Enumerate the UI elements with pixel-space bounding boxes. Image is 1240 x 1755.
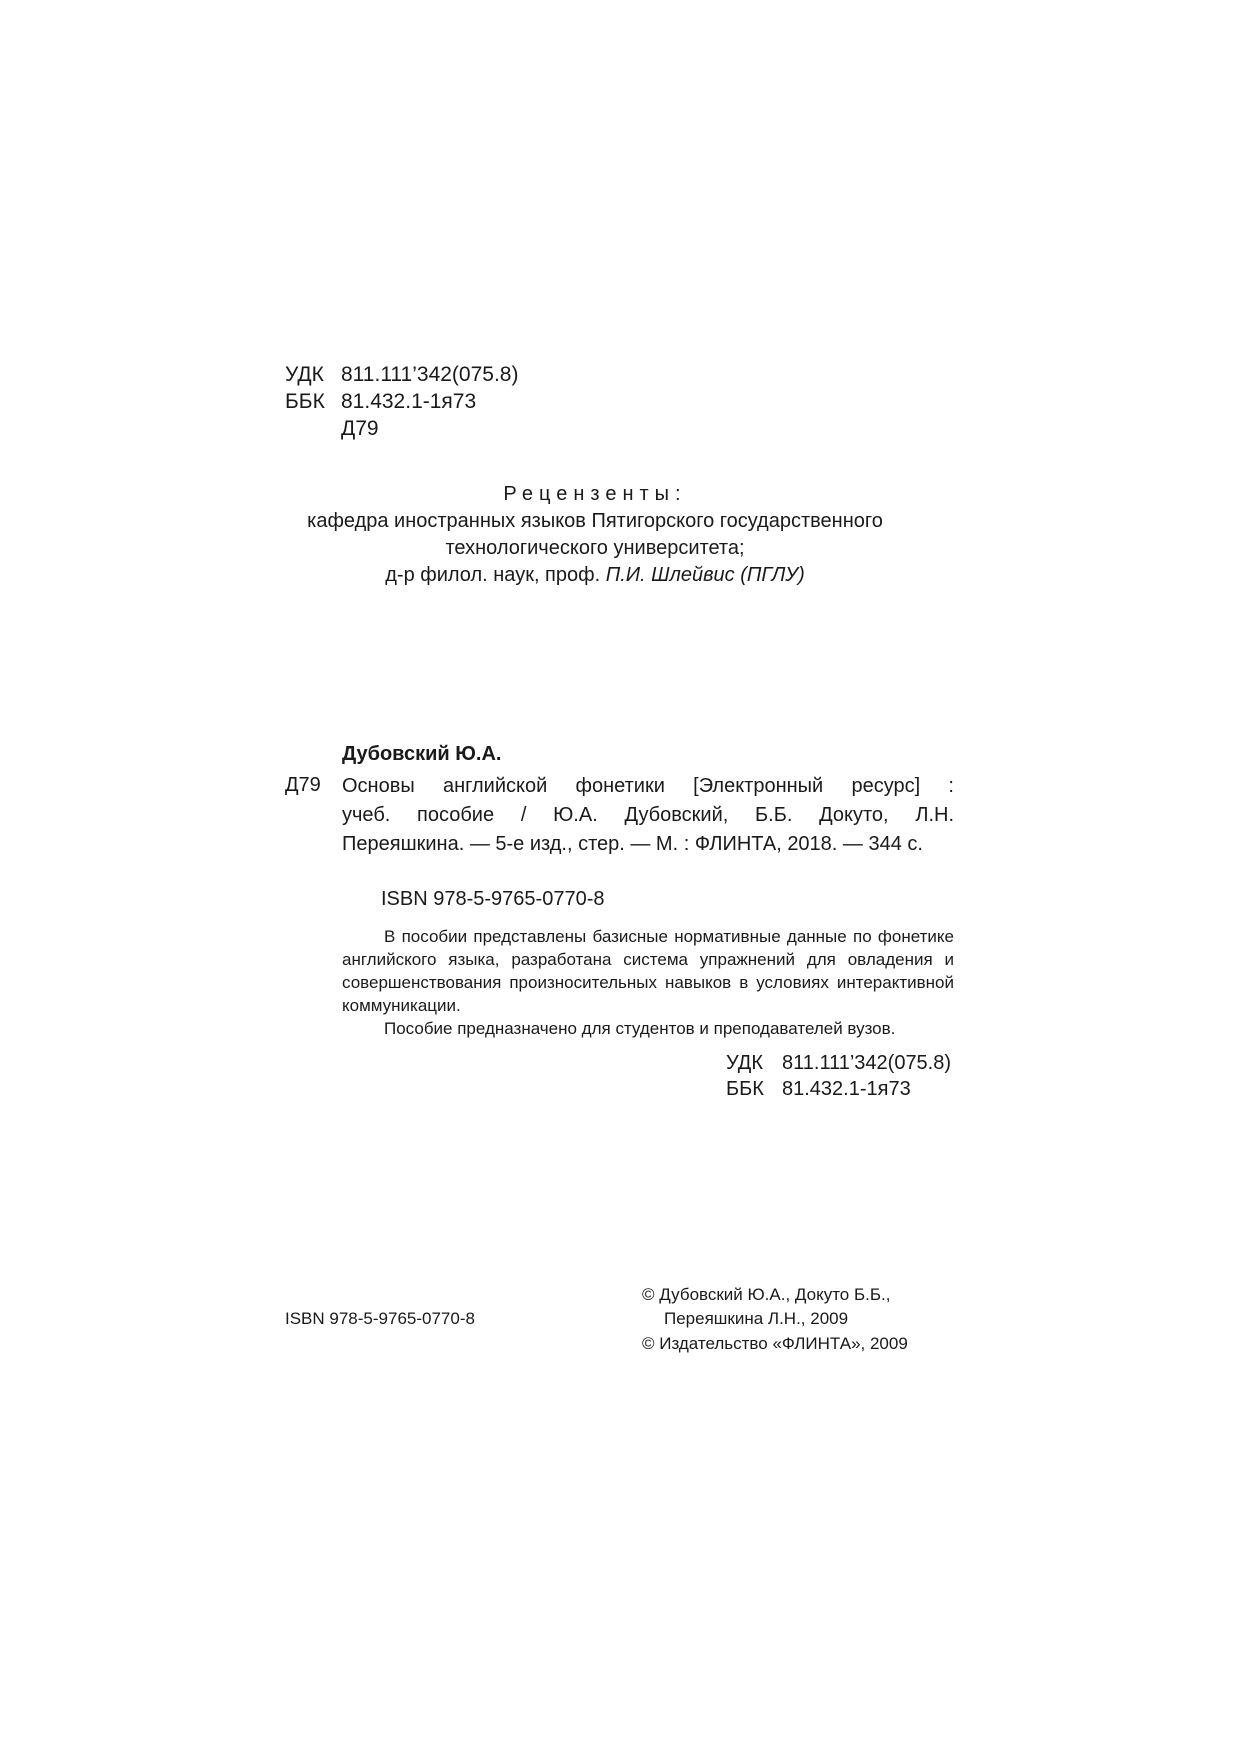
- bottom-udk-label: УДК: [726, 1052, 764, 1074]
- annotation-paragraph-1: В пособии представлены базисные нормативные данные по фонетике английского языка, разработана система упражнений для овладения и совершенствования произносительных навыков в условиях интерактивной коммуникации.: [342, 927, 954, 1015]
- reviewers-line-1: кафедра иностранных языков Пятигорского государственного: [307, 510, 883, 532]
- top-udk-label: УДК: [285, 363, 324, 386]
- bib-line-3: Переяшкина. — 5-е изд., стер. — М. : ФЛИНТА, 2018. — 344 с.: [342, 833, 923, 855]
- reviewers-block: [290, 481, 900, 589]
- reviewers-line-2: технологического университета;: [445, 537, 745, 559]
- reviewers-line-3: [290, 562, 900, 589]
- copyright-authors-line-1: © Дубовский Ю.А., Докуто Б.Б.,: [642, 1285, 891, 1304]
- reviewers-heading: Рецензенты:: [503, 483, 687, 505]
- bottom-bbk-value: 81.432.1-1я73: [782, 1078, 911, 1100]
- copyright-publisher: © Издательство «ФЛИНТА», 2009: [642, 1334, 908, 1353]
- bib-line-2: учеб. пособие / Ю.А. Дубовский, Б.Б. Докуто, Л.Н.: [342, 804, 954, 826]
- bib-author-mark: Д79: [285, 774, 321, 796]
- reviewers-name: П.И. Шлейвис (ПГЛУ): [605, 564, 805, 586]
- bottom-bbk-label: ББК: [726, 1078, 764, 1100]
- book-author: Дубовский Ю.А.: [342, 743, 502, 765]
- top-bbk-label: ББК: [285, 390, 325, 413]
- top-author-mark: Д79: [341, 417, 379, 440]
- annotation-paragraph-2: Пособие предназначено для студентов и преподавателей вузов.: [384, 1019, 896, 1038]
- copyright-authors-line-2: Переяшкина Л.Н., 2009: [664, 1309, 849, 1328]
- top-udk-row: [285, 362, 518, 388]
- top-udk-value: 811.111’342(075.8): [341, 363, 519, 386]
- bib-isbn: ISBN 978-5-9765-0770-8: [381, 888, 605, 910]
- reviewers-degree: д-р филол. наук, проф.: [385, 564, 606, 586]
- top-bbk-value: 81.432.1-1я73: [341, 390, 477, 413]
- footer-isbn: ISBN 978-5-9765-0770-8: [285, 1309, 475, 1328]
- top-bbk-row: [285, 389, 476, 415]
- bottom-udk-row: [726, 1050, 951, 1076]
- bottom-bbk-row: [726, 1076, 911, 1102]
- bib-line-1: Основы английской фонетики [Электронный ресурс] :: [342, 775, 954, 797]
- bottom-udk-value: 811.111’342(075.8): [782, 1052, 952, 1074]
